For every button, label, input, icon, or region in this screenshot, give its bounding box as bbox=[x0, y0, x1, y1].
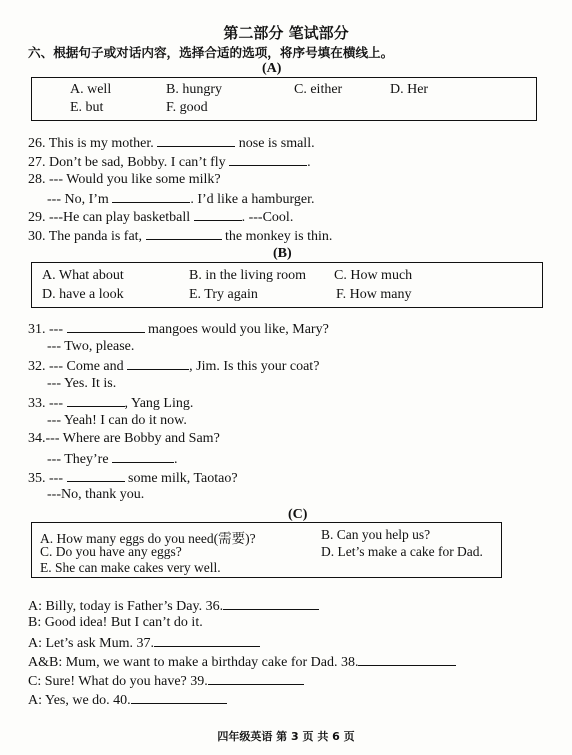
option-b-living-room: B. in the living room bbox=[189, 268, 307, 283]
option-f-good: F. good bbox=[166, 100, 208, 115]
question-28-reply: --- No, I’m . I’d like a hamburger. bbox=[47, 192, 315, 207]
question-35-reply: ---No, thank you. bbox=[47, 487, 145, 502]
section-a-label: (A) bbox=[262, 61, 282, 76]
dialogue-line-b: B: Good idea! But I can’t do it. bbox=[28, 615, 203, 630]
option-d-make-a-cake: D. Let’s make a cake for Dad. bbox=[321, 544, 483, 559]
question-34-reply: --- They’re . bbox=[47, 452, 178, 467]
option-a-what-about: A. What about bbox=[42, 268, 124, 283]
dialogue-line-40: A: Yes, we do. 40. bbox=[28, 691, 227, 709]
dialogue-line-39: C: Sure! What do you have? 39. bbox=[28, 672, 304, 690]
answer-blank-37[interactable] bbox=[154, 634, 260, 647]
option-a-how-many-eggs: A. How many eggs do you need(需要)? bbox=[40, 531, 256, 546]
option-c-how-much: C. How much bbox=[334, 268, 413, 283]
answer-blank-28[interactable] bbox=[112, 190, 190, 203]
question-30: 30. The panda is fat, the monkey is thin. bbox=[28, 229, 333, 244]
question-27: 27. Don’t be sad, Bobby. I can’t fly . bbox=[28, 155, 311, 170]
answer-blank-26[interactable] bbox=[157, 134, 235, 147]
option-c-any-eggs: C. Do you have any eggs? bbox=[40, 544, 182, 559]
dialogue-line-36: A: Billy, today is Father’s Day. 36. bbox=[28, 597, 319, 615]
option-f-how-many: F. How many bbox=[336, 287, 412, 302]
option-d-her: D. Her bbox=[390, 82, 429, 97]
option-d-have-a-look: D. have a look bbox=[42, 287, 124, 302]
section-c-label: (C) bbox=[288, 507, 308, 522]
option-b-can-you-help: B. Can you help us? bbox=[321, 527, 431, 542]
question-28-prompt: 28. --- Would you like some milk? bbox=[28, 172, 221, 187]
answer-blank-40[interactable] bbox=[131, 691, 227, 704]
question-31-reply: --- Two, please. bbox=[47, 339, 135, 354]
question-32-reply: --- Yes. It is. bbox=[47, 376, 117, 391]
answer-blank-34[interactable] bbox=[112, 450, 174, 463]
question-33-reply: --- Yeah! I can do it now. bbox=[47, 413, 187, 428]
instruction-heading: 六、根据句子或对话内容，选择合适的选项，将序号填在横线上。 bbox=[28, 45, 394, 60]
page-title: 第二部分 笔试部分 bbox=[223, 24, 349, 42]
option-e-but: E. but bbox=[70, 100, 104, 115]
answer-blank-31[interactable] bbox=[67, 320, 145, 333]
section-b-option-box bbox=[31, 262, 543, 308]
answer-blank-38[interactable] bbox=[358, 653, 456, 666]
question-32-prompt: 32. --- Come and , Jim. Is this your coat? bbox=[28, 359, 320, 374]
dialogue-line-37: A: Let’s ask Mum. 37. bbox=[28, 634, 260, 652]
option-c-either: C. either bbox=[294, 82, 343, 97]
answer-blank-35[interactable] bbox=[67, 469, 125, 482]
answer-blank-33[interactable] bbox=[67, 394, 125, 407]
question-31-prompt: 31. --- mangoes would you like, Mary? bbox=[28, 322, 329, 337]
question-33-prompt: 33. --- , Yang Ling. bbox=[28, 396, 194, 411]
dialogue-line-38: A&B: Mum, we want to make a birthday cake for Dad. 38. bbox=[28, 653, 456, 671]
question-34-prompt: 34.--- Where are Bobby and Sam? bbox=[28, 431, 220, 446]
section-c-option-box bbox=[31, 522, 502, 578]
section-a-option-box bbox=[31, 77, 537, 121]
option-a-well: A. well bbox=[70, 82, 112, 97]
option-e-try-again: E. Try again bbox=[189, 287, 258, 302]
option-b-hungry: B. hungry bbox=[166, 82, 222, 97]
question-26: 26. This is my mother. nose is small. bbox=[28, 136, 315, 151]
section-b-label: (B) bbox=[273, 246, 292, 261]
answer-blank-27[interactable] bbox=[229, 153, 307, 166]
option-e-make-cakes-well: E. She can make cakes very well. bbox=[40, 560, 221, 575]
page-footer: 四年级英语 第 3 页 共 6 页 bbox=[217, 730, 355, 743]
answer-blank-36[interactable] bbox=[223, 597, 319, 610]
answer-blank-29[interactable] bbox=[194, 208, 242, 221]
question-35-prompt: 35. --- some milk, Taotao? bbox=[28, 471, 238, 486]
answer-blank-30[interactable] bbox=[146, 227, 222, 240]
question-29: 29. ---He can play basketball . ---Cool. bbox=[28, 210, 294, 225]
answer-blank-32[interactable] bbox=[127, 357, 189, 370]
answer-blank-39[interactable] bbox=[208, 672, 304, 685]
